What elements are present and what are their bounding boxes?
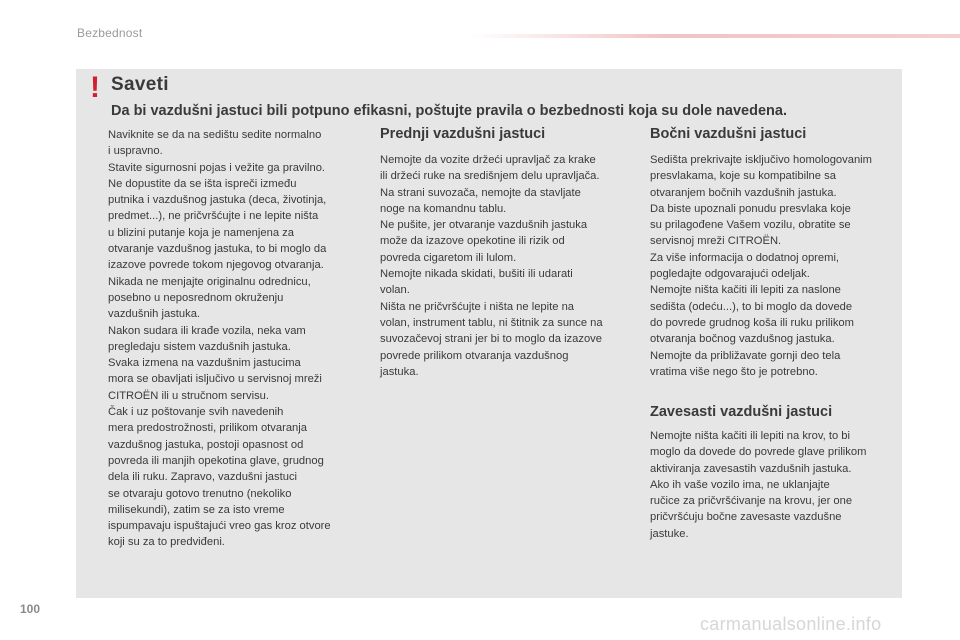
- watermark: carmanualsonline.info: [700, 614, 882, 634]
- front-airbags-text: Nemojte da vozite držeći upravljač za krake ili držeći ruke na središnjem delu upravljača. Na strani suvozača, nemojte da stavljate noge na komandnu tablu. Ne pušite, jer otvaranje vazdušnih jastuka može da izazove opekotine ili rizik od povreda cigaretom ili lulom. Nemojte nikada skidati, bušiti ili udarati volan. Ništa ne pričvršćujte i ništa ne lepite na volan, instrument tablu, ni štitnik za sunce na suvozačevoj strani jer bi to moglo da izazove povrede prilikom otvaranja vazdušnog jastuka.: [380, 154, 603, 378]
- page-subtitle: Da bi vazdušni jastuci bili potpuno efikasni, poštujte pravila o bezbednosti koja su dole navedena.: [111, 103, 787, 119]
- page-number: 100: [20, 602, 41, 616]
- general-tips-text: Naviknite se da na sedištu sedite normalno i uspravno. Stavite sigurnosni pojas i vežite ga pravilno. Ne dopustite da se išta ispreči između putnika i vazdušnog jastuka (deca, životinja, predmet...), ne pričvršćujte i ne lepite ništa u blizini putanje koja je namenjena za otvaranje vazdušnog jastuka, to bi moglo da izazove povrede tokom njegovog otvaranja. Nikada ne menjajte originalnu odrednicu, posebno u neposrednom okruženju vazdušnih jastuka. Nakon sudara ili krađe vozila, neka vam pregledaju sistem vazdušnih jastuka. Svaka izmena na vazdušnim jastucima mora se obavljati isljučivo u servisnoj mreži CITROËN ili u stručnom servisu. Čak i uz poštovanje svih navedenih mera predostrožnosti, prilikom otvaranja vazdušnog jastuka, postoji opasnost od povreda ili manjih opekotina glave, grudnog dela ili ruku. Zapravo, vazdušni jastuci se otvaraju gotovo trenutno (nekoliko milisekundi), zatim se za isto vreme ispumpavaju ispuštajući vreo gas kroz otvore koji su za to predviđeni.: [108, 129, 331, 549]
- section-header: Bezbednost: [77, 26, 143, 40]
- warning-icon: !: [90, 71, 100, 104]
- front-airbags-heading: Prednji vazdušni jastuci: [380, 126, 546, 142]
- curtain-airbags-text: Nemojte ništa kačiti ili lepiti na krov, to bi moglo da dovede do povrede glave prilikom aktiviranja zavesastih vazdušnih jastuka. Ako ih vaše vozilo ima, ne uklanjajte ručice za pričvršćivanje na krovu, jer one pričvršćuju bočne zavesaste vazdušne jastuke.: [650, 430, 867, 540]
- page-title: Saveti: [111, 74, 169, 95]
- side-airbags-heading: Bočni vazdušni jastuci: [650, 126, 807, 142]
- side-airbags-text: Sedišta prekrivajte isključivo homologovanim presvlakama, koje su kompatibilne sa otvaranjem bočnih vazdušnih jastuka. Da biste upoznali ponudu presvlaka koje su prilagođene Vašem vozilu, obratite se servisnoj mreži CITROËN. Za više informacija o dodatnoj opremi, pogledajte odgovarajući odeljak. Nemojte ništa kačiti ili lepiti za naslone sedišta (odeću...), to bi moglo da dovede do povrede grudnog koša ili ruku prilikom otvaranja bočnog vazdušnog jastuka. Nemojte da približavate gornji deo tela vratima više nego što je potrebno.: [650, 154, 872, 378]
- curtain-airbags-heading: Zavesasti vazdušni jastuci: [650, 404, 833, 420]
- header-divider: [470, 34, 960, 38]
